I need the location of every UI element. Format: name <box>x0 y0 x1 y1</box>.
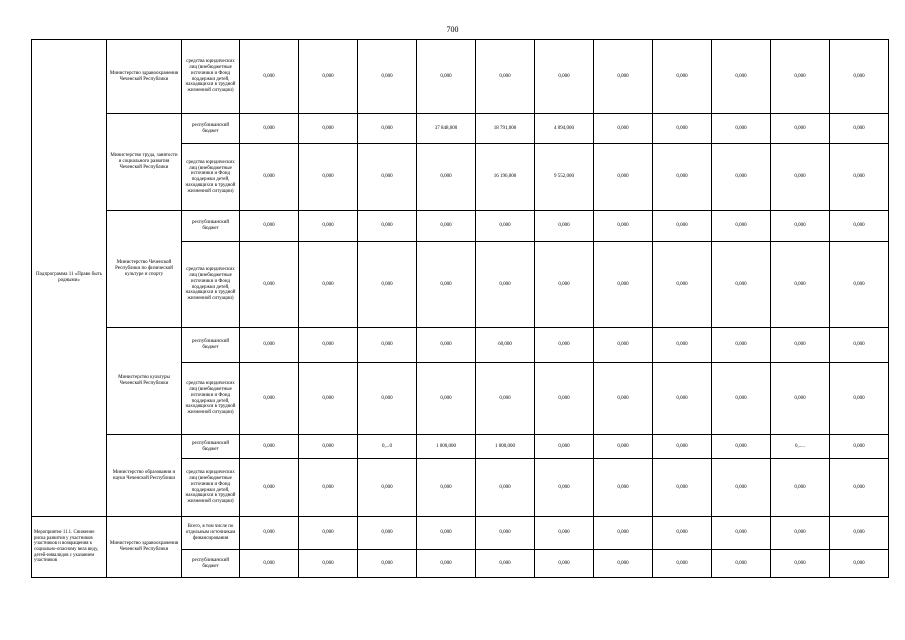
value-cell: 0,000 <box>830 459 889 517</box>
value-cell: 0,000 <box>653 211 712 242</box>
value-cell: 0,000 <box>653 435 712 459</box>
value-cell: 0,000 <box>417 550 476 578</box>
value-cell: 0,000 <box>299 114 358 144</box>
org-cell: Министерство образования и науки Чеченской Республики <box>107 435 182 517</box>
source-cell: средства юридических лиц (внебюджетные источники и Фонд поддержки детей, находящихся в трудной жизненной ситуации) <box>182 363 240 435</box>
value-cell: 0,000 <box>830 550 889 578</box>
value-cell: 0,000 <box>594 435 653 459</box>
value-cell: 0,000 <box>417 40 476 114</box>
value-cell: 0,000 <box>830 144 889 211</box>
value-cell: 1 000,000 <box>417 435 476 459</box>
value-cell: 0,000 <box>594 550 653 578</box>
source-cell: средства юридических лиц (внебюджетные источники и Фонд поддержки детей, находящихся в трудной жизненной ситуации) <box>182 144 240 211</box>
source-cell: республиканский бюджет <box>182 328 240 363</box>
value-cell: 0,000 <box>476 459 535 517</box>
value-cell: 0,000 <box>653 550 712 578</box>
value-cell: 0,000 <box>594 363 653 435</box>
value-cell: 0,000 <box>771 550 830 578</box>
value-cell: 0,000 <box>830 363 889 435</box>
value-cell: 0,000 <box>830 328 889 363</box>
value-cell: 0,000 <box>535 328 594 363</box>
value-cell: 0,000 <box>771 114 830 144</box>
value-cell: 0,000 <box>417 328 476 363</box>
value-cell: 0,000 <box>653 363 712 435</box>
value-cell: 0,000 <box>771 517 830 550</box>
source-cell: средства юридических лиц (внебюджетные источники и Фонд поддержки детей, находящихся в трудной жизненной ситуации) <box>182 459 240 517</box>
source-cell: Всего, в том числе по отдельным источникам финансирования <box>182 517 240 550</box>
value-cell: 0,000 <box>299 550 358 578</box>
value-cell: 0,000 <box>653 242 712 328</box>
value-cell: 0,000 <box>240 40 299 114</box>
program-cell: Подпрограмма 11 «Право быть родными» <box>32 40 107 517</box>
value-cell: 0,000 <box>299 242 358 328</box>
value-cell: 0,000 <box>594 328 653 363</box>
value-cell: 0,000 <box>240 242 299 328</box>
value-cell: 0,000 <box>240 459 299 517</box>
value-cell: 60,000 <box>476 328 535 363</box>
event-cell: Мероприятие 11.1. Снижение риска развития у участников участников и возвращения к социально-опасному вела виду, детей-инвалидов с указанием участников <box>32 517 107 578</box>
value-cell: 0,000 <box>476 242 535 328</box>
value-cell: 0,000 <box>299 328 358 363</box>
value-cell: 0,000 <box>712 435 771 459</box>
value-cell: 0,000 <box>240 211 299 242</box>
source-cell: средства юридических лиц (внебюджетные источники и Фонд поддержки детей, находящихся в трудной жизненной ситуации) <box>182 242 240 328</box>
value-cell: 0,000 <box>830 211 889 242</box>
value-cell: 0,000 <box>594 114 653 144</box>
value-cell: 0,000 <box>358 363 417 435</box>
value-cell: 0,000 <box>358 242 417 328</box>
org-cell: Министерство здравоохранения Чеченской Республики <box>107 40 182 114</box>
value-cell: 0,000 <box>417 459 476 517</box>
value-cell: 0,000 <box>653 459 712 517</box>
value-cell: 0,000 <box>476 517 535 550</box>
value-cell: 0,000 <box>476 550 535 578</box>
value-cell: 0,000 <box>594 144 653 211</box>
table-row <box>32 435 889 459</box>
value-cell: 0,000 <box>417 517 476 550</box>
source-cell: средства юридических лиц (внебюджетные источники и Фонд поддержки детей, находящихся в трудной жизненной ситуации) <box>182 40 240 114</box>
value-cell: 4 094,000 <box>535 114 594 144</box>
table-row <box>32 328 889 363</box>
value-cell: 0,000 <box>299 517 358 550</box>
value-cell: 0,000 <box>299 40 358 114</box>
value-cell: 0,000 <box>771 40 830 114</box>
value-cell: 0,000 <box>830 242 889 328</box>
value-cell: 0,000 <box>535 40 594 114</box>
value-cell: 0,000 <box>535 517 594 550</box>
value-cell: 0,000 <box>358 517 417 550</box>
value-cell: 0,000 <box>535 459 594 517</box>
value-cell: 0,000 <box>358 211 417 242</box>
org-cell: Министерство Чеченской Республики по физической культуре и спорту <box>107 211 182 328</box>
source-cell: республиканский бюджет <box>182 114 240 144</box>
value-cell: 0,000 <box>240 550 299 578</box>
value-cell: 0,000 <box>712 211 771 242</box>
value-cell: 0,000 <box>240 114 299 144</box>
value-cell: 0,000 <box>358 114 417 144</box>
value-cell: 0,000 <box>476 363 535 435</box>
value-cell: 0,000 <box>830 114 889 144</box>
table-row <box>32 211 889 242</box>
org-cell: Министерство труда, занятости и социального развития Чеченской Республики <box>107 114 182 211</box>
value-cell: 0,000 <box>594 40 653 114</box>
value-cell: 9 552,000 <box>535 144 594 211</box>
value-cell: 0,000 <box>594 211 653 242</box>
value-cell: 0,000 <box>535 363 594 435</box>
value-cell: 0,000 <box>535 550 594 578</box>
value-cell: 0,000 <box>240 144 299 211</box>
source-cell: республиканский бюджет <box>182 435 240 459</box>
value-cell: 0,000 <box>653 40 712 114</box>
value-cell: 0,000 <box>771 242 830 328</box>
value-cell: 0,000 <box>476 40 535 114</box>
value-cell: 0,000 <box>712 242 771 328</box>
value-cell: 0,000 <box>653 114 712 144</box>
value-cell: 0,000 <box>771 328 830 363</box>
value-cell: 16 196,000 <box>476 144 535 211</box>
value-cell: 0,000 <box>476 211 535 242</box>
value-cell: 0,000 <box>299 144 358 211</box>
value-cell: 0,000 <box>771 459 830 517</box>
value-cell: 0,000 <box>712 459 771 517</box>
value-cell: 0,000 <box>594 242 653 328</box>
value-cell: 0,000 <box>830 435 889 459</box>
source-cell: республиканский бюджет <box>182 550 240 578</box>
value-cell: 0,000 <box>830 517 889 550</box>
value-cell: 0,000 <box>240 363 299 435</box>
value-cell: 0,..... <box>771 435 830 459</box>
org-cell: Министерство здравоохранения Чеченской Республики <box>107 517 182 578</box>
table-row <box>32 114 889 144</box>
value-cell: 0,000 <box>594 459 653 517</box>
value-cell: 0,000 <box>417 211 476 242</box>
value-cell: 0,000 <box>299 211 358 242</box>
value-cell: 0,000 <box>535 242 594 328</box>
value-cell: 18 791,000 <box>476 114 535 144</box>
page-number: 700 <box>446 25 459 34</box>
value-cell: 0,000 <box>712 144 771 211</box>
value-cell: 0,000 <box>299 459 358 517</box>
value-cell: 0,000 <box>712 328 771 363</box>
value-cell: 0,000 <box>712 114 771 144</box>
value-cell: 0,000 <box>771 363 830 435</box>
value-cell: 0,000 <box>712 363 771 435</box>
source-cell: республиканский бюджет <box>182 211 240 242</box>
value-cell: 0,000 <box>771 144 830 211</box>
budget-table <box>31 39 889 578</box>
value-cell: 0,000 <box>299 363 358 435</box>
value-cell: 0,000 <box>240 517 299 550</box>
value-cell: 0,...0 <box>358 435 417 459</box>
value-cell: 0,000 <box>653 328 712 363</box>
value-cell: 0,000 <box>417 363 476 435</box>
value-cell: 0,000 <box>653 144 712 211</box>
value-cell: 0,000 <box>771 211 830 242</box>
value-cell: 0,000 <box>830 40 889 114</box>
value-cell: 0,000 <box>535 211 594 242</box>
value-cell: 0,000 <box>358 328 417 363</box>
value-cell: 0,000 <box>358 459 417 517</box>
value-cell: 0,000 <box>358 550 417 578</box>
value-cell: 0,000 <box>712 550 771 578</box>
value-cell: 37 848,000 <box>417 114 476 144</box>
value-cell: 0,000 <box>712 40 771 114</box>
org-cell: Министерство культуры Чеченской Республики <box>107 328 182 435</box>
table-row <box>32 40 889 114</box>
value-cell: 0,000 <box>417 242 476 328</box>
value-cell: 0,000 <box>417 144 476 211</box>
value-cell: 0,000 <box>240 435 299 459</box>
value-cell: 0,000 <box>240 328 299 363</box>
value-cell: 0,000 <box>653 517 712 550</box>
value-cell: 0,000 <box>594 517 653 550</box>
value-cell: 0,000 <box>535 435 594 459</box>
value-cell: 1 000,000 <box>476 435 535 459</box>
value-cell: 0,000 <box>299 435 358 459</box>
value-cell: 0,000 <box>358 40 417 114</box>
value-cell: 0,000 <box>712 517 771 550</box>
value-cell: 0,000 <box>358 144 417 211</box>
table-row <box>32 517 889 550</box>
